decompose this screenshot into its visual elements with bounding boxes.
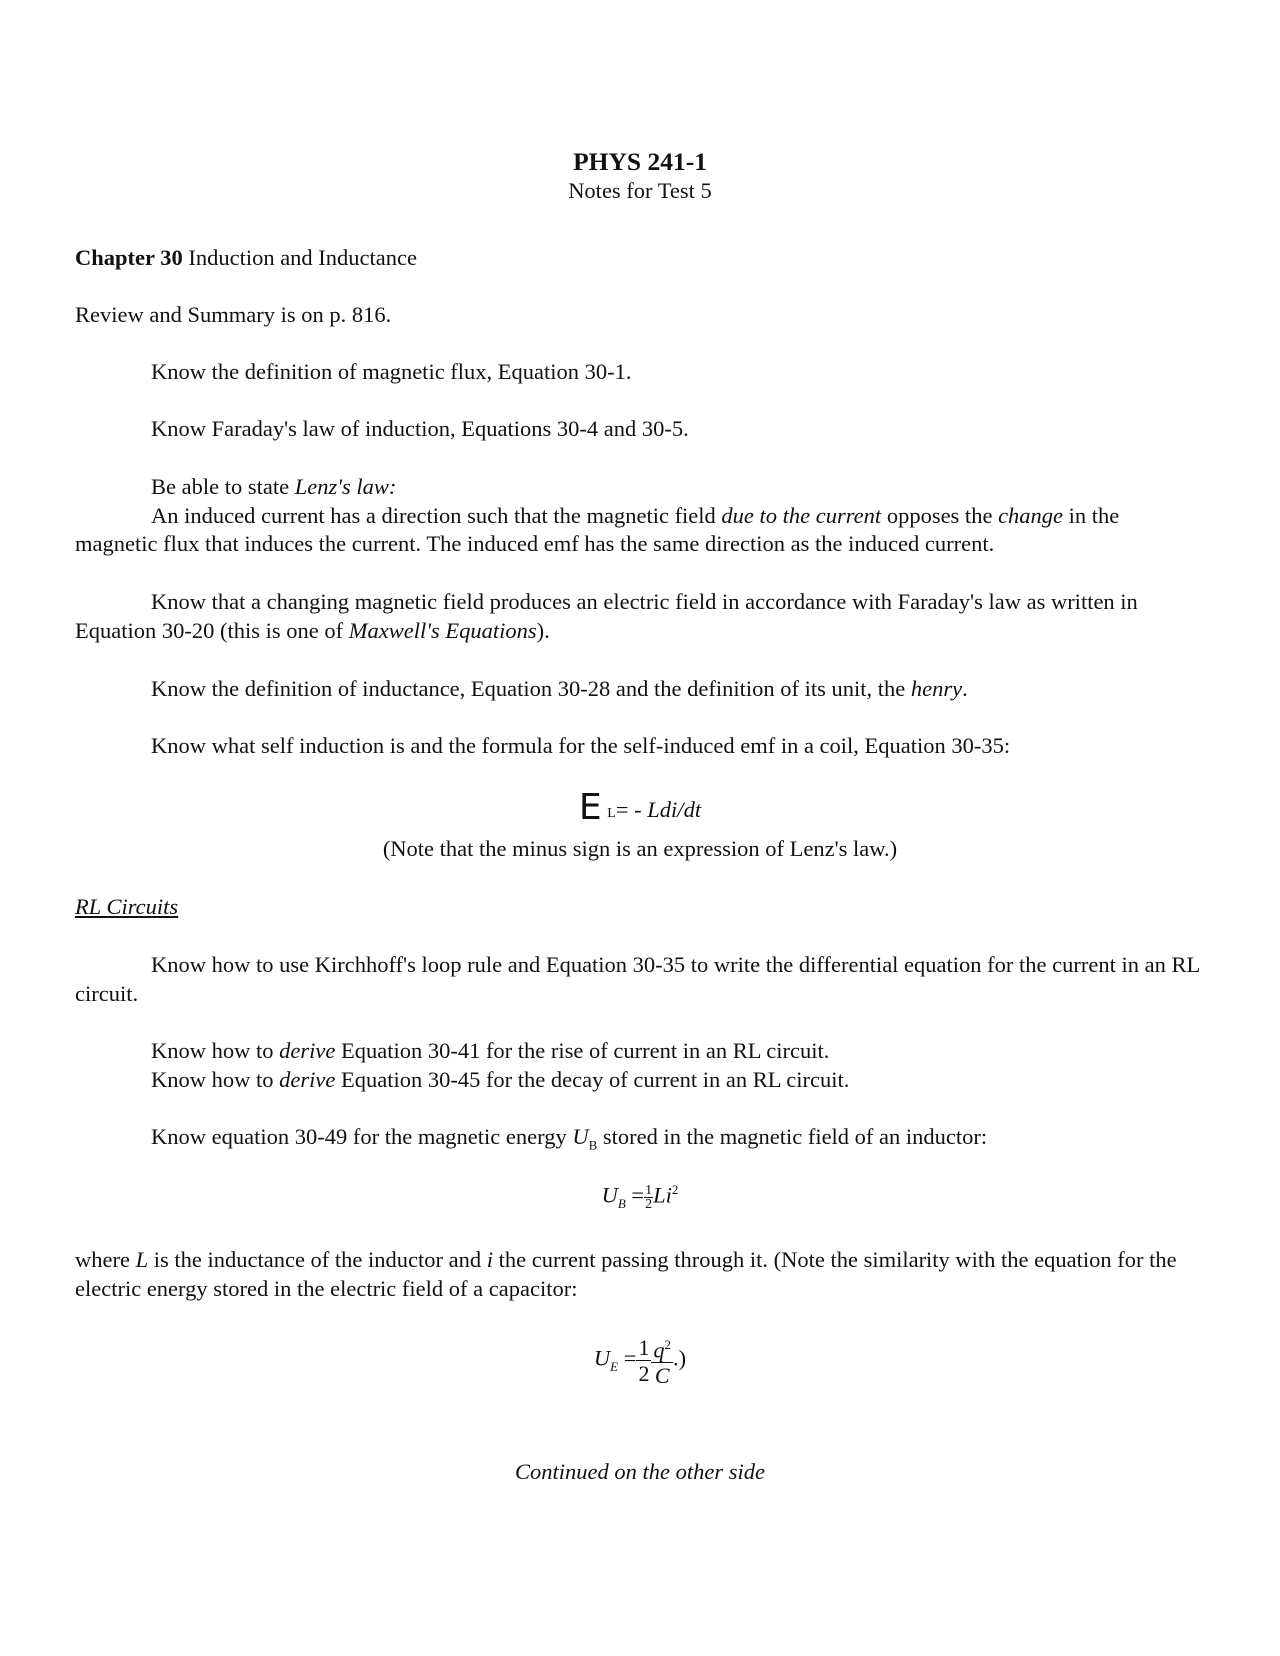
where-i: i bbox=[486, 1247, 494, 1272]
inductance-text-a: Know the definition of inductance, Equation 30-28 and the definition of its unit, the bbox=[151, 676, 911, 701]
item-inductance bbox=[75, 675, 1280, 704]
energy-subscript: B bbox=[588, 1137, 598, 1153]
emf-rhs: = - bbox=[615, 797, 648, 822]
lenz-term: Lenz's law: bbox=[294, 474, 397, 499]
ub-fraction-den: 2 bbox=[645, 1196, 653, 1212]
item-decay bbox=[75, 1066, 1280, 1095]
emf-subscript: L bbox=[607, 806, 616, 821]
ue-fraction-a-den: 2 bbox=[638, 1360, 650, 1386]
where-L: L bbox=[135, 1247, 149, 1272]
rl-heading bbox=[75, 893, 1205, 922]
lenz-text-a: An induced current has a direction such that the magnetic field bbox=[151, 502, 722, 528]
ue-tail: .) bbox=[672, 1345, 687, 1371]
where-text-b: is the inductance of the inductor and bbox=[148, 1247, 487, 1272]
rl-heading-text: RL Circuits bbox=[75, 894, 179, 919]
review-line: Review and Summary is on p. 816. bbox=[75, 302, 392, 327]
ue-fraction-a bbox=[636, 1335, 651, 1386]
ue-fraction-b bbox=[651, 1332, 673, 1388]
equation-ub bbox=[0, 1176, 1280, 1219]
inductance-text-c: . bbox=[962, 676, 968, 701]
lenz-text-b: due to the current bbox=[721, 502, 882, 528]
lenz-text-d: change bbox=[998, 502, 1064, 528]
equation-ue bbox=[0, 1332, 1280, 1388]
ue-fraction-b-den: C bbox=[654, 1363, 670, 1389]
maxwell-text-a: Know that a changing magnetic field produces an electric field in accordance with Faraday's law as written in Equation 30-20 (this is one of bbox=[75, 589, 1138, 643]
ue-fraction-a-num: 1 bbox=[638, 1334, 650, 1360]
emf-note: (Note that the minus sign is an expression of Lenz's law.) bbox=[382, 836, 898, 861]
item-kirchhoff bbox=[75, 951, 1205, 1008]
ue-lhs: U bbox=[593, 1345, 611, 1371]
decay-text-a: Know how to bbox=[151, 1067, 280, 1092]
lenz-statement bbox=[75, 502, 1205, 559]
item-self-induction: Know what self induction is and the formula for the self-induced emf in a coil, Equation 30-35: bbox=[151, 733, 1011, 758]
chapter-heading bbox=[75, 244, 1205, 273]
ub-fraction bbox=[644, 1184, 653, 1211]
where-paragraph bbox=[75, 1246, 1205, 1303]
ue-lhs-sub: E bbox=[610, 1358, 619, 1374]
item-rise bbox=[75, 1037, 1280, 1066]
rise-text-c: Equation 30-41 for the rise of current in an RL circuit. bbox=[335, 1038, 830, 1063]
ue-fraction-b-num-sup: 2 bbox=[664, 1337, 671, 1352]
ub-lhs-sub: B bbox=[617, 1196, 626, 1211]
maxwell-text-c: ). bbox=[536, 617, 550, 643]
ue-fraction-b-num: q bbox=[653, 1337, 665, 1363]
energy-symbol: U bbox=[572, 1124, 589, 1149]
maxwell-text-b: Maxwell's Equations bbox=[348, 617, 537, 643]
lenz-text-c: opposes the bbox=[881, 502, 999, 528]
ub-equals: = bbox=[625, 1182, 645, 1208]
chapter-label: Chapter 30 bbox=[75, 245, 183, 270]
lenz-intro: Be able to state bbox=[151, 474, 295, 499]
energy-text-a: Know equation 30-49 for the magnetic energy bbox=[151, 1124, 573, 1149]
rise-text-b: derive bbox=[279, 1038, 336, 1063]
document-title: PHYS 241-1 bbox=[573, 147, 707, 176]
chapter-name: Induction and Inductance bbox=[182, 245, 418, 270]
item-energy bbox=[75, 1123, 1280, 1160]
energy-text-c: stored in the magnetic field of an inductor: bbox=[597, 1124, 988, 1149]
decay-text-b: derive bbox=[279, 1067, 336, 1092]
item-lenz bbox=[75, 473, 1205, 559]
equation-emf bbox=[0, 787, 1280, 829]
rise-text-a: Know how to bbox=[151, 1038, 280, 1063]
item-maxwell bbox=[75, 588, 1205, 645]
footer-text: Continued on the other side bbox=[515, 1459, 765, 1484]
where-text-a: where bbox=[75, 1247, 136, 1272]
decay-text-c: Equation 30-45 for the decay of current in an RL circuit. bbox=[335, 1067, 850, 1092]
document-subtitle: Notes for Test 5 bbox=[568, 178, 712, 203]
emf-rhs-italic: Ldi/dt bbox=[647, 797, 702, 822]
ub-fraction-num: 1 bbox=[645, 1182, 653, 1198]
item-faraday: Know Faraday's law of induction, Equations 30-4 and 30-5. bbox=[151, 416, 689, 441]
emf-symbol: E bbox=[578, 787, 602, 828]
ub-rhs-sup: 2 bbox=[671, 1182, 679, 1197]
lenz-text-e: in the magnetic flux that induces the current. The induced emf has the same direction as the induced current. bbox=[75, 502, 1120, 557]
where-text-c: the current passing through it. (Note the similarity with the equation for the electric energy stored in the electric field of a capacitor: bbox=[75, 1247, 1177, 1301]
footer-note bbox=[0, 1458, 1280, 1487]
ue-equals: = bbox=[618, 1345, 637, 1371]
kirchhoff-text: Know how to use Kirchhoff's loop rule and Equation 30-35 to write the differential equation for the current in an RL circuit. bbox=[75, 952, 1200, 1006]
ub-rhs: Li bbox=[653, 1182, 672, 1208]
document-title-block bbox=[0, 147, 1280, 206]
inductance-text-b: henry bbox=[910, 676, 963, 701]
item-flux: Know the definition of magnetic flux, Equation 30-1. bbox=[151, 359, 632, 384]
ub-lhs: U bbox=[601, 1182, 618, 1208]
